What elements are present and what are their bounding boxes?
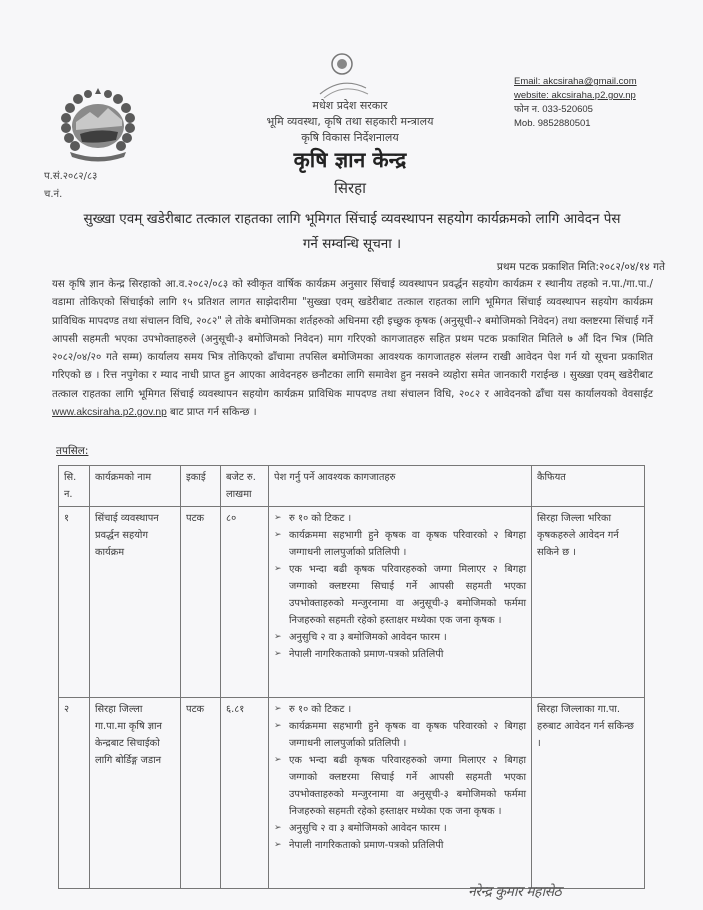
published-date: प्रथम पटक प्रकाशित मिति:२०८२/०४/१४ गते <box>496 261 665 273</box>
mobile-number: Mob. 9852880501 <box>514 118 591 129</box>
document-item <box>274 561 526 629</box>
arrow-bullet-icon: ➢ <box>274 564 282 574</box>
header-program: कार्यक्रमको नाम <box>90 466 181 507</box>
email-link[interactable]: Email: akcsiraha@gmail.com <box>514 76 637 87</box>
table-header-row <box>59 466 645 507</box>
website-link[interactable]: website: akcsiraha.p2.gov.np <box>514 90 636 101</box>
office-seal-stamp-icon <box>312 50 372 100</box>
arrow-bullet-icon: ➢ <box>274 755 282 765</box>
dispatch-number: च.नं. <box>44 189 63 200</box>
notice-body <box>52 276 653 422</box>
cell-sn: २ <box>59 698 90 889</box>
document-text: एक भन्दा बढी कृषक परिवारहरुको जग्गा मिलाएर २ बिगहा जग्गाको क्लष्टरमा सिचाई गर्ने आपसी सहमती भएका उपभोक्ताहरुको मन्जुरनामा वा अनुसूची-३ बमोजिमको फर्ममा निजहरुको सहमती रहेको हस्ताक्षर मध्येका एक जना कृषक । <box>289 564 526 626</box>
subject-line-1: सुख्खा एवम् खडेरीबाट तत्काल राहतका लागि भूमिगत सिंचाई व्यवस्थापन सहयोग कार्यक्रमको लागि आवेदन पेस <box>83 211 621 227</box>
province-name: मधेश प्रदेश सरकार <box>312 99 388 112</box>
letter-number: प.सं.२०८२/८३ <box>44 171 98 182</box>
document-text: कार्यक्रममा सहभागी हुने कृषक वा कृषक परिवारको २ बिगहा जग्गाधनी लालपुर्जाको प्रतिलिपी । <box>289 530 526 558</box>
subject-line-2: गर्ने सम्वन्धि सूचना । <box>302 236 402 252</box>
ministry-name: भूमि व्यवस्था, कृषि तथा सहकारी मन्त्रालय <box>266 115 434 128</box>
document-item <box>274 752 526 820</box>
document-text: नेपाली नागरिकताको प्रमाण-पत्रको प्रतिलिपी <box>289 649 444 660</box>
website-url-link[interactable]: www.akcsiraha.p2.gov.np <box>52 407 167 419</box>
schedule-label: तपसिल: <box>56 445 89 457</box>
schedule-table <box>58 465 645 889</box>
document-item <box>274 820 526 837</box>
document-text: अनुसुचि २ वा ३ बमोजिमको आवेदन फारम । <box>289 823 447 834</box>
arrow-bullet-icon: ➢ <box>274 530 282 540</box>
document-item <box>274 629 526 646</box>
body-text-end: बाट प्राप्त गर्न सकिन्छ । <box>170 407 257 419</box>
document-text: नेपाली नागरिकताको प्रमाण-पत्रको प्रतिलिपी <box>289 840 444 851</box>
nepal-government-emblem-icon <box>52 82 144 162</box>
document-text: कार्यक्रममा सहभागी हुने कृषक वा कृषक परिवारको २ बिगहा जग्गाधनी लालपुर्जाको प्रतिलिपी । <box>289 721 526 749</box>
table-row <box>59 507 645 698</box>
header-remarks: कैफियत <box>532 466 645 507</box>
cell-sn: १ <box>59 507 90 698</box>
header-documents: पेश गर्नु पर्ने आवश्यक कागजातहरु <box>269 466 532 507</box>
document-item <box>274 510 526 527</box>
document-item <box>274 718 526 752</box>
document-text: रु १० को टिकट । <box>289 704 352 715</box>
document-text: रु १० को टिकट । <box>289 513 352 524</box>
cell-program: सिंचाई व्यवस्थापन प्रवर्द्धन सहयोग कार्यक्रम <box>90 507 181 698</box>
cell-budget: ६.८१ <box>221 698 269 889</box>
document-item <box>274 701 526 718</box>
cell-unit: पटक <box>181 698 221 889</box>
header-budget: बजेट रु. लाखमा <box>221 466 269 507</box>
document-text: एक भन्दा बढी कृषक परिवारहरुको जग्गा मिलाएर २ बिगहा जग्गाको क्लष्टरमा सिचाई गर्ने आपसी सहमती भएका उपभोक्ताहरुको मन्जुरनामा वा अनुसूची-३ बमोजिमको फर्ममा निजहरुको सहमती रहेको हस्ताक्षर मध्येका एक जना कृषक । <box>289 755 526 817</box>
document-item <box>274 527 526 561</box>
cell-documents <box>269 698 532 889</box>
arrow-bullet-icon: ➢ <box>274 823 282 833</box>
document-item <box>274 837 526 854</box>
notice-subject <box>52 207 652 257</box>
table-row <box>59 698 645 889</box>
phone-number: फोन न. 033-520605 <box>514 104 593 115</box>
arrow-bullet-icon: ➢ <box>274 513 282 523</box>
body-text: यस कृषि ज्ञान केन्द्र सिरहाको आ.व.२०८२/०८३ को स्वीकृत वार्षिक कार्यक्रम अनुसार सिंचाई व्यवस्थापन प्रवर्द्धन सहयोग कार्यक्रम र स्थानीय तहको न.पा./गा.पा./वडामा तोकिएको सिंचाईको लागि १५ प्रतिशत लागत साझेदारीमा "सुख्खा एवम् खडेरीबाट तत्काल राहतका लागि भूमिगत सिंचाई व्यवस्थापन सहयोग कार्यक्रम प्राविधिक मापदण्ड तथा संचालन विधि, २०८२" ले तोके बमोजिमका शर्तहरुको अधिनमा रही इच्छुक कृषक (अनुसूची-२ बमोजिमको निवेदन) तथा क्लष्टरमा सिंचाई गर्ने आपसी सहमती भएका उपभोक्ताहरुले (अनुसूची-३ बमोजिमको निवेदन) माग गरिएको कागजातहरु सहित प्रथम पटक प्रकाशित मितिले ७ औं दिन भित्र (मिति २०८२/०४/२० गते सम्म) कार्यालय समय भित्र तोकिएको ढाँचामा तपसिल बमोजिमका आवश्यक कागजातहरु संलग्न राखी आवेदन पेश गर्न यो सूचना प्रकाशित गरिएको छ । रित्त नपुगेका र म्याद नाधी प्राप्त हुन आएका आवेदनहरु छनौटका लागि समावेश हुन नसक्ने व्यहोरा समेत जानकारी गराईन्छ । सुख्खा एवम् खडेरीबाट तत्काल राहतका लागि भूमिगत सिंचाई व्यवस्थापन सहयोग कार्यक्रम प्राविधिक मापदण्ड तथा संचालन विधि, २०८२ र आवेदनको ढाँचा यस कार्यालयको वेवसाईट <box>52 279 653 400</box>
district-name: सिरहा <box>333 179 366 197</box>
cell-remarks: सिरहा जिल्लाका गा.पा. हरुबाट आवेदन गर्न सकिन्छ । <box>532 698 645 889</box>
cell-documents <box>269 507 532 698</box>
arrow-bullet-icon: ➢ <box>274 840 282 850</box>
signature: नरेन्द्र कुमार महासेठ <box>468 884 562 900</box>
arrow-bullet-icon: ➢ <box>274 649 282 659</box>
header-unit: इकाई <box>181 466 221 507</box>
arrow-bullet-icon: ➢ <box>274 721 282 731</box>
document-item <box>274 646 526 663</box>
contact-block <box>514 75 637 131</box>
arrow-bullet-icon: ➢ <box>274 704 282 714</box>
cell-remarks: सिरहा जिल्ला भरिका कृषकहरुले आवेदन गर्न सकिने छ । <box>532 507 645 698</box>
header-sn: सि. न. <box>59 466 90 507</box>
office-title: कृषि ज्ञान केन्द्र <box>293 148 407 172</box>
cell-budget: ८० <box>221 507 269 698</box>
document-text: अनुसुचि २ वा ३ बमोजिमको आवेदन फारम । <box>289 632 447 643</box>
cell-unit: पटक <box>181 507 221 698</box>
arrow-bullet-icon: ➢ <box>274 632 282 642</box>
cell-program: सिरहा जिल्ला गा.पा.मा कृषि ज्ञान केन्द्रबाट सिचाईको लागि बोर्डिङ्ग जडान <box>90 698 181 889</box>
directorate-name: कृषि विकास निर्देशनालय <box>301 131 399 144</box>
